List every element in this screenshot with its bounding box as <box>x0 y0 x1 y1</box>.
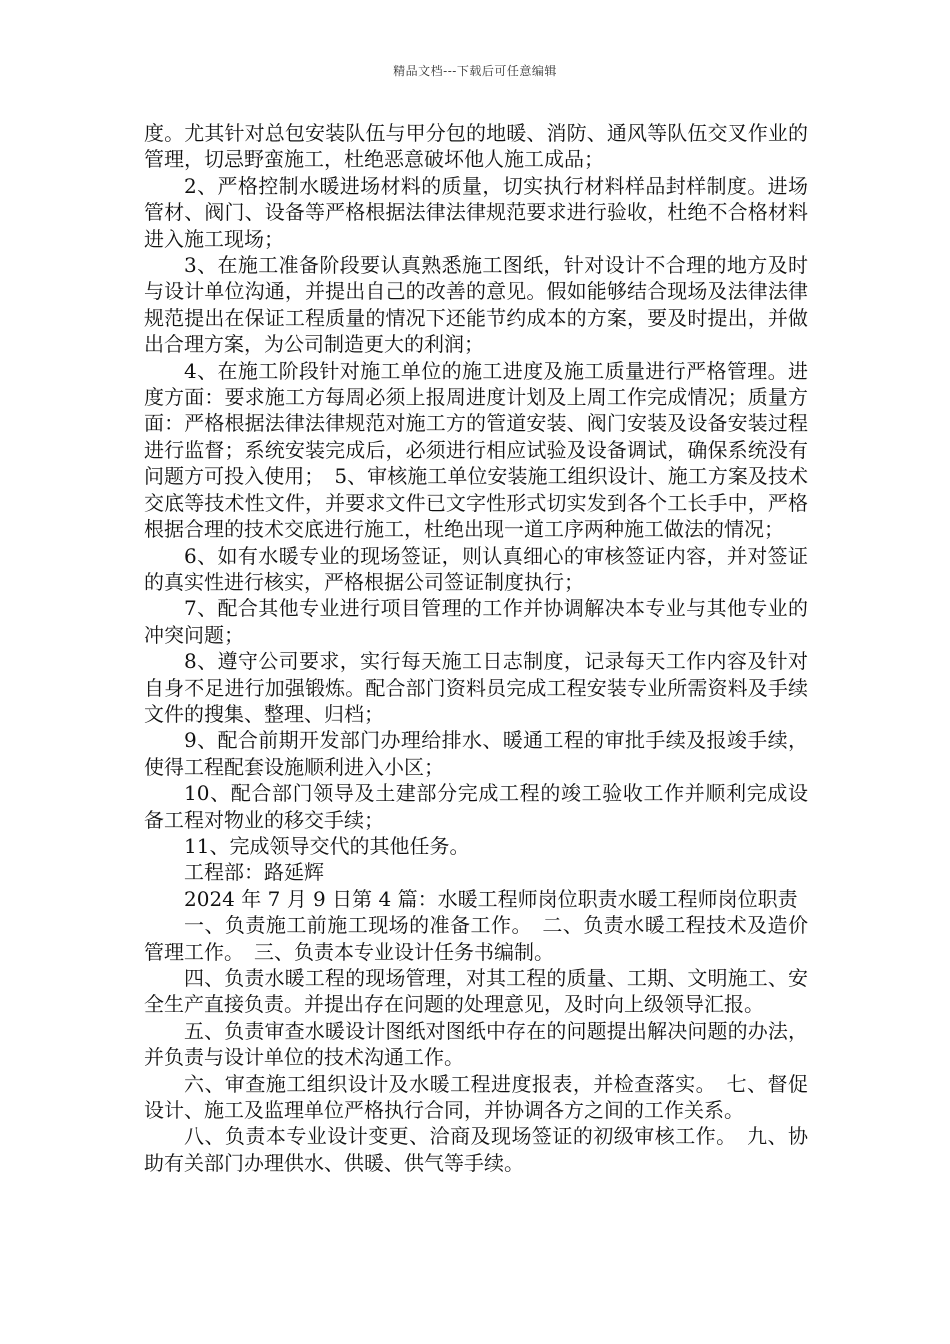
section-heading: 2024 年 7 月 9 日第 4 篇：水暖工程师岗位职责水暖工程师岗位职责 <box>184 886 798 911</box>
paragraph: 六、审查施工组织设计及水暖工程进度报表，并检查落实。 七、督促设计、施工及监理单位严格执行合同，并协调各方之间的工作关系。 <box>144 1071 808 1123</box>
paragraph: 2、严格控制水暖进场材料的质量，切实执行材料样品封样制度。进场管材、阀门、设备等严格根据法律法律规范要求进行验收，杜绝不合格材料进入施工现场； <box>144 173 808 251</box>
page-header: 精品文档---下载后可任意编辑 <box>393 64 557 78</box>
paragraph: 10、配合部门领导及土建部分完成工程的竣工验收工作并顺利完成设备工程对物业的移交手续； <box>144 781 808 832</box>
paragraph: 6、如有水暖专业的现场签证，则认真细心的审核签证内容，并对签证的真实性进行核实，严格根据公司签证制度执行； <box>144 543 808 594</box>
document-body <box>144 120 808 1176</box>
paragraph: 五、负责审查水暖设计图纸对图纸中存在的问题提出解决问题的办法，并负责与设计单位的技术沟通工作。 <box>144 1018 808 1070</box>
paragraph: 一、负责施工前施工现场的准备工作。 二、负责水暖工程技术及造价管理工作。 三、负责本专业设计任务书编制。 <box>144 913 808 964</box>
paragraph: 3、在施工准备阶段要认真熟悉施工图纸，针对设计不合理的地方及时与设计单位沟通，并提出自己的改善的意见。假如能够结合现场及法律法律规范提出在保证工程质量的情况下还能节约成本的方案，要及时提出，并做出合理方案，为公司制造更大的利润； <box>144 253 808 357</box>
paragraph: 9、配合前期开发部门办理给排水、暖通工程的审批手续及报竣手续，使得工程配套设施顺利进入小区； <box>144 728 808 779</box>
paragraph: 11、完成领导交代的其他任务。 <box>184 833 470 858</box>
paragraph: 八、负责本专业设计变更、洽商及现场签证的初级审核工作。 九、协助有关部门办理供水、供暖、供气等手续。 <box>144 1124 808 1175</box>
paragraph: 8、遵守公司要求，实行每天施工日志制度，记录每天工作内容及针对自身不足进行加强锻炼。配合部门资料员完成工程安装专业所需资料及手续文件的搜集、整理、归档； <box>144 649 808 726</box>
paragraph: 7、配合其他专业进行项目管理的工作并协调解决本专业与其他专业的冲突问题； <box>144 596 808 647</box>
paragraph: 度。尤其针对总包安装队伍与甲分包的地暖、消防、通风等队伍交叉作业的管理，切忌野蛮施工，杜绝恶意破坏他人施工成品； <box>144 121 808 172</box>
paragraph: 四、负责水暖工程的现场管理，对其工程的质量、工期、文明施工、安全生产直接负责。并提出存在问题的处理意见，及时向上级领导汇报。 <box>144 966 808 1017</box>
signature-line: 工程部：路延辉 <box>184 860 324 885</box>
paragraph: 4、在施工阶段针对施工单位的施工进度及施工质量进行严格管理。进度方面：要求施工方每周必须上报周进度计划及上周工作完成情况；质量方面：严格根据法律法律规范对施工方的管道安装、阀门安装及设备安装过程进行监督；系统安装完成后，必须进行相应试验及设备调试，确保系统没有问题方可投入使用； 5、审核施工单位安装施工组织设计、施工方案及技术交底等技术性文件，并要求文件已文字性形式切实发到各个工长手中，严格根据合理的技术交底进行施工，杜绝出现一道工序两种施工做法的情况； <box>144 358 808 542</box>
